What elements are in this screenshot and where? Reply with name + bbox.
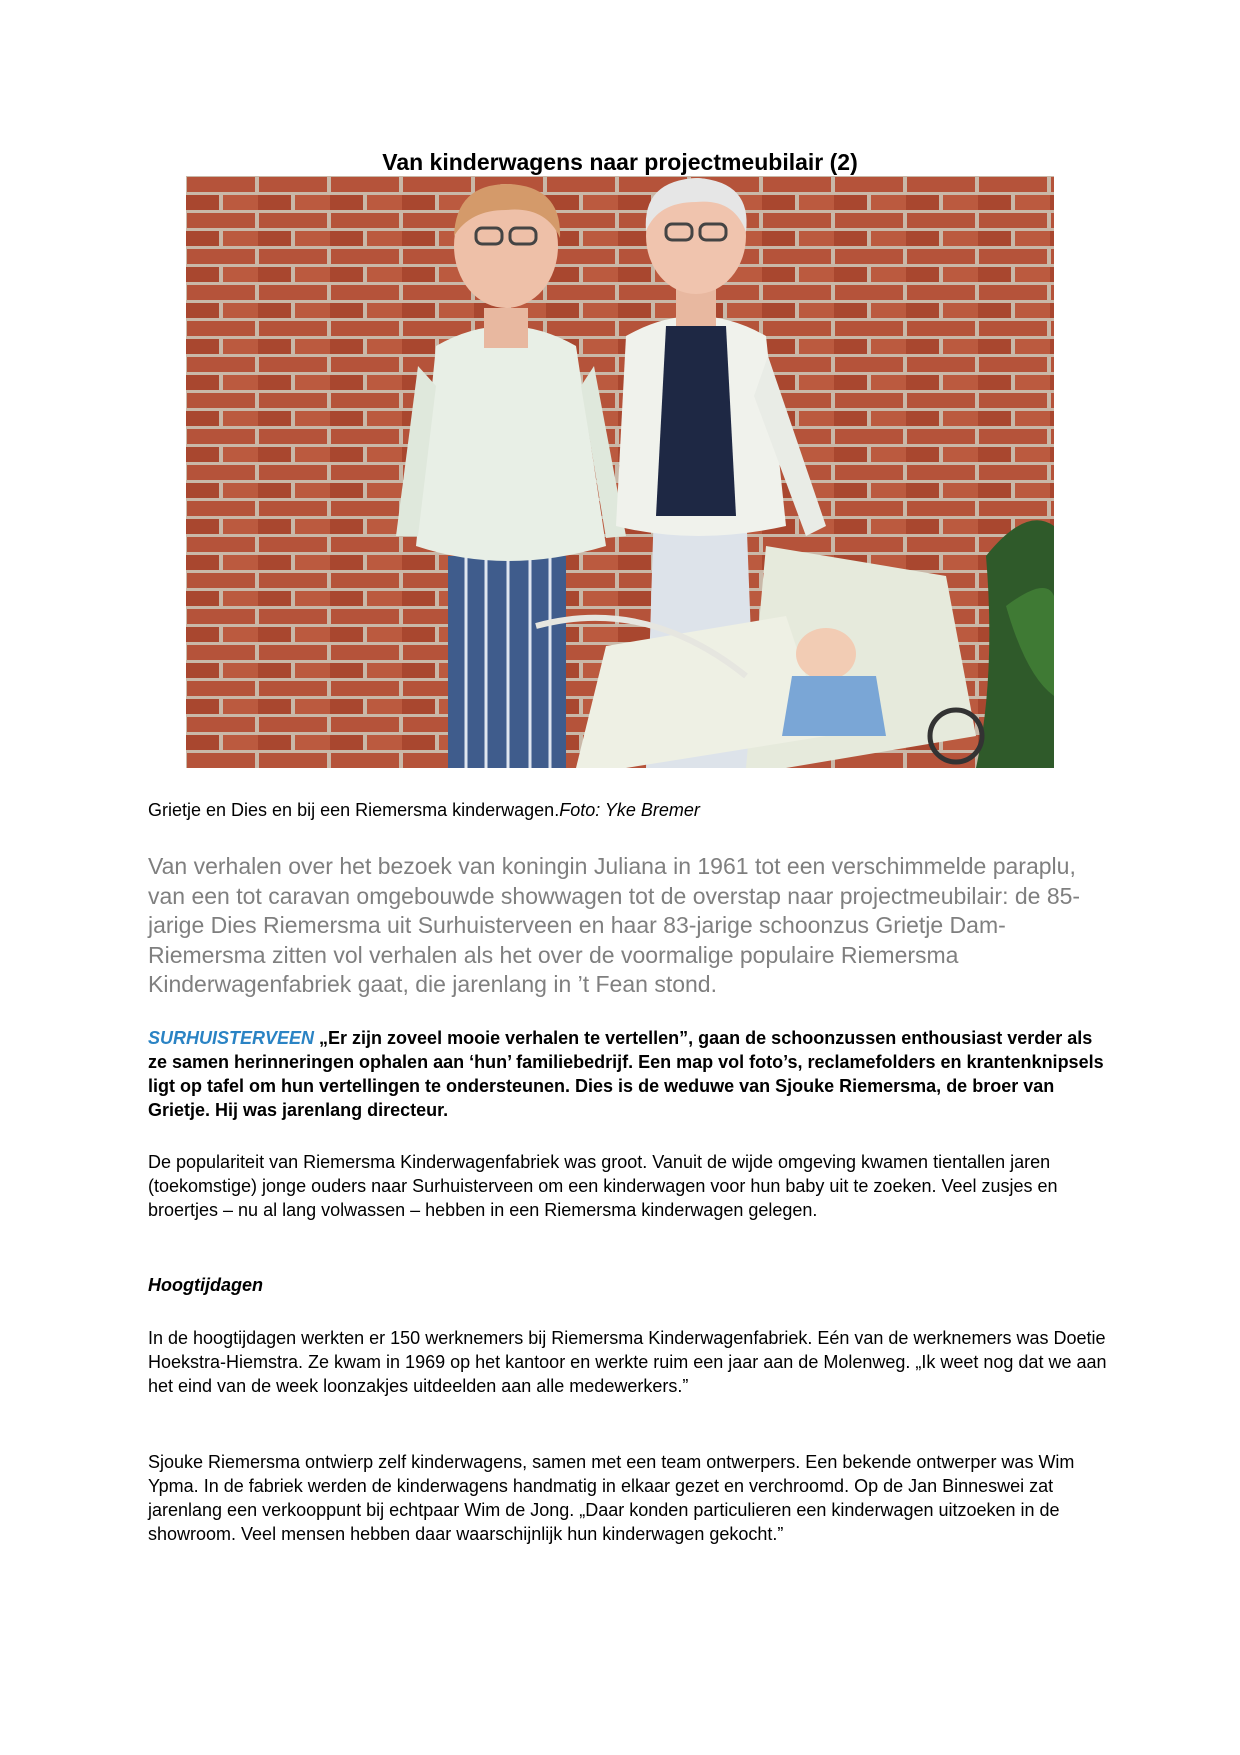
photo-two-women-with-vintage-pram-icon: [186, 176, 1054, 768]
body-paragraph-2: In de hoogtijdagen werkten er 150 werknemers bij Riemersma Kinderwagenfabriek. Eén van de werknemers was Doetie Hoekstra-Hiemstra. Ze kwam in 1969 op het kantoor en werkte ruim een jaar aan de Molenweg. „Ik weet nog dat we aan het eind van de week loonzakjes uitdeelden aan alle medewerkers.”: [148, 1328, 1107, 1396]
dateline: SURHUISTERVEEN: [148, 1028, 315, 1048]
article-title: Van kinderwagens naar projectmeubilair (2): [382, 149, 858, 175]
photo-credit: Foto: Yke Bremer: [559, 800, 700, 820]
article-photo: [186, 176, 1054, 768]
caption-text: Grietje en Dies en bij een Riemersma kinderwagen.: [148, 800, 560, 820]
subheading: Hoogtijdagen: [148, 1275, 263, 1295]
intro-text: „Er zijn zoveel mooie verhalen te vertellen”, gaan de schoonzussen enthousiast verder als ze samen herinneringen ophalen aan ‘hun’ familiebedrijf. Een map vol foto’s, reclamefolders en krantenknipsels ligt op tafel om hun vertellingen te ondersteunen. Dies is de weduwe van Sjouke Riemersma, de broer van Grietje. Hij was jarenlang directeur.: [148, 1028, 1104, 1120]
lead-paragraph: Van verhalen over het bezoek van koningin Juliana in 1961 tot een verschimmelde paraplu, van een tot caravan omgebouwde showwagen tot de overstap naar projectmeubilair: de 85-jarige Dies Riemersma uit Surhuisterveen en haar 83-jarige schoonzus Grietje Dam-Riemersma zitten vol verhalen als het over de voormalige populaire Riemersma Kinderwagenfabriek gaat, die jarenlang in ’t Fean stond.: [148, 853, 1081, 997]
photo-caption: [148, 798, 1108, 822]
body-paragraph-1: De populariteit van Riemersma Kinderwagenfabriek was groot. Vanuit de wijde omgeving kwamen tientallen jaren (toekomstige) jonge ouders naar Surhuisterveen om een kinderwagen voor hun baby uit te zoeken. Veel zusjes en broertjes – nu al lang volwassen – hebben in een Riemersma kinderwagen gelegen.: [148, 1152, 1058, 1220]
body-paragraph-3: Sjouke Riemersma ontwierp zelf kinderwagens, samen met een team ontwerpers. Een bekende ontwerper was Wim Ypma. In de fabriek werden de kinderwagens handmatig in elkaar gezet en verchroomd. Op de Jan Binneswei zat jarenlang een verkooppunt bij echtpaar Wim de Jong. „Daar konden particulieren een kinderwagen uitzoeken in de showroom. Veel mensen hebben daar waarschijnlijk hun kinderwagen gekocht.”: [148, 1452, 1075, 1544]
intro-paragraph: [148, 1026, 1108, 1122]
